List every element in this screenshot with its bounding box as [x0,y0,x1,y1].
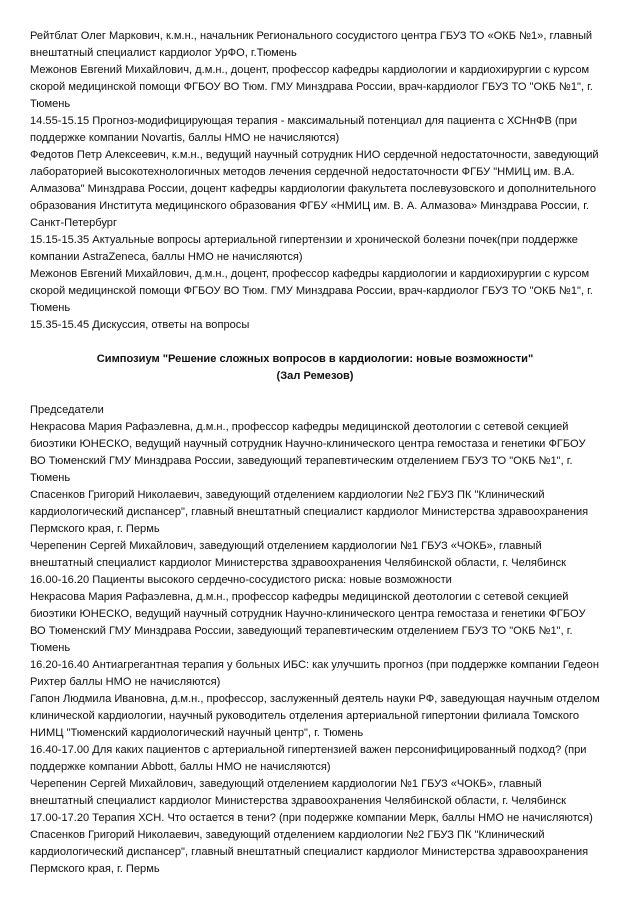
section-gap-2 [30,385,600,402]
symposium-title: Симпозиум "Решение сложных вопросов в кардиологии: новые возможности" [96,353,534,365]
talk-1455-1515: 14.55-15.15 Прогноз-модифицирующая терапия - максимальный потенциал для пациента с ХСНнФВ (при поддержке компании Novartis, баллы НМО не начисляются) [30,115,578,144]
speaker-cherepenin: Черепенин Сергей Михайлович, заведующий отделением кардиологии №1 ГБУЗ «ЧОКБ», главный внештатный специалист кардиолог Министерства здравоохранения Челябинской области, г. Челябинск [30,778,567,807]
speaker-reitblat: Рейтблат Олег Маркович, к.м.н., начальник Регионального сосудистого центра ГБУЗ ТО «ОКБ №1», главный внештатный специалист кардиолог УрФО, г.Тюмень [30,30,593,59]
speaker-mezhonov: Межонов Евгений Михайлович, д.м.н., доцент, профессор кафедры кардиологии и кардиохирургии с курсом скорой медицинской помощи ФГБОУ ВО Тюм. ГМУ Минздрава России, врач-кардиолог ГБУЗ ТО "ОКБ №1", г. Тюмень [30,64,593,110]
speaker-gapon: Гапон Людмила Ивановна, д.м.н., профессор, заслуженный деятель науки РФ, заведующая научным отделом клинической кардиологии, научный руководитель отделения артериальной гипертонии филиала Томского НИМЦ "Тюменский кардиологический научный центр", г. Тюмень [30,693,600,739]
talk-1600-1620: 16.00-16.20 Пациенты высокого сердечно-сосудистого риска: новые возможности [30,574,452,586]
section-gap [30,334,600,351]
speaker-spasenkov: Спасенков Григорий Николаевич, заведующий отделением кардиологии №2 ГБУЗ ПК "Клинический кардиологический диспансер", главный внештатный специалист кардиолог Министерства здравоохранения Пермского края, г. Пермь [30,829,589,875]
speaker-nekrasova: Некрасова Мария Рафаэлевна, д.м.н., профессор кафедры медицинской деотологии с сетевой секцией биоэтики ЮНЕСКО, ведущий научный сотрудник Научно-клинического центра гемостаза и генетики ФГБОУ ВО Тюменский ГМУ Минздрава России, заведующий терапевтическим отделением ГБУЗ ТО "ОКБ №1", г. Тюмень [30,591,586,654]
symposium-hall: (Зал Ремезов) [276,370,354,382]
discussion-1535-1545: 15.35-15.45 Дискуссия, ответы на вопросы [30,319,250,331]
speaker-fedotov: Федотов Петр Алексеевич, к.м.н., ведущий научный сотрудник НИО сердечной недостаточности, заведующий лабораторией высокотехнологичных методов лечения сердечной недостаточности ФГБУ "НМИЦ им. В.А. Алмазова" Минздрава России, доцент кафедры кардиологии факультета послевузовского и дополнительного образования Института медицинского образования ФГБУ «НМИЦ им. В. А. Алмазова» Минздрава России, г. Санкт-Петербург [30,149,599,229]
program-block-1 [30,28,600,334]
talk-1620-1640: 16.20-16.40 Антиагрегантная терапия у больных ИБС: как улучшить прогноз (при поддержке компании Гедеон Рихтер баллы НМО не начисляются) [30,659,599,688]
chairs-heading: Председатели [30,404,104,416]
speaker-mezhonov-2: Межонов Евгений Михайлович, д.м.н., доцент, профессор кафедры кардиологии и кардиохирургии с курсом скорой медицинской помощи ФГБОУ ВО Тюм. ГМУ Минздрава России, врач-кардиолог ГБУЗ ТО "ОКБ №1", г. Тюмень [30,268,593,314]
talk-1700-1720: 17.00-17.20 Терапия ХСН. Что остается в тени? (при подержке компании Мерк, баллы НМО не начисляются) [30,812,593,824]
talk-1640-1700: 16.40-17.00 Для каких пациентов с артериальной гипертензией важен персонифицированный подход? (при поддержке компании Abbott, баллы НМО не начисляются) [30,744,587,773]
chair-cherepenin: Черепенин Сергей Михайлович, заведующий отделением кардиологии №1 ГБУЗ «ЧОКБ», главный внештатный специалист кардиолог Министерства здравоохранения Челябинской области, г. Челябинск [30,540,567,569]
program-block-2 [30,402,600,878]
chair-nekrasova: Некрасова Мария Рафаэлевна, д.м.н., профессор кафедры медицинской деотологии с сетевой секцией биоэтики ЮНЕСКО, ведущий научный сотрудник Научно-клинического центра гемостаза и генетики ФГБОУ ВО Тюменский ГМУ Минздрава России, заведующий терапевтическим отделением ГБУЗ ТО "ОКБ №1", г. Тюмень [30,421,586,484]
chair-spasenkov: Спасенков Григорий Николаевич, заведующий отделением кардиологии №2 ГБУЗ ПК "Клинический кардиологический диспансер", главный внештатный специалист кардиолог Министерства здравоохранения Пермского края, г. Пермь [30,489,589,535]
talk-1515-1535: 15.15-15.35 Актуальные вопросы артериальной гипертензии и хронической болезни почек(при поддержке компании AstraZeneca, баллы НМО не начисляются) [30,234,578,263]
